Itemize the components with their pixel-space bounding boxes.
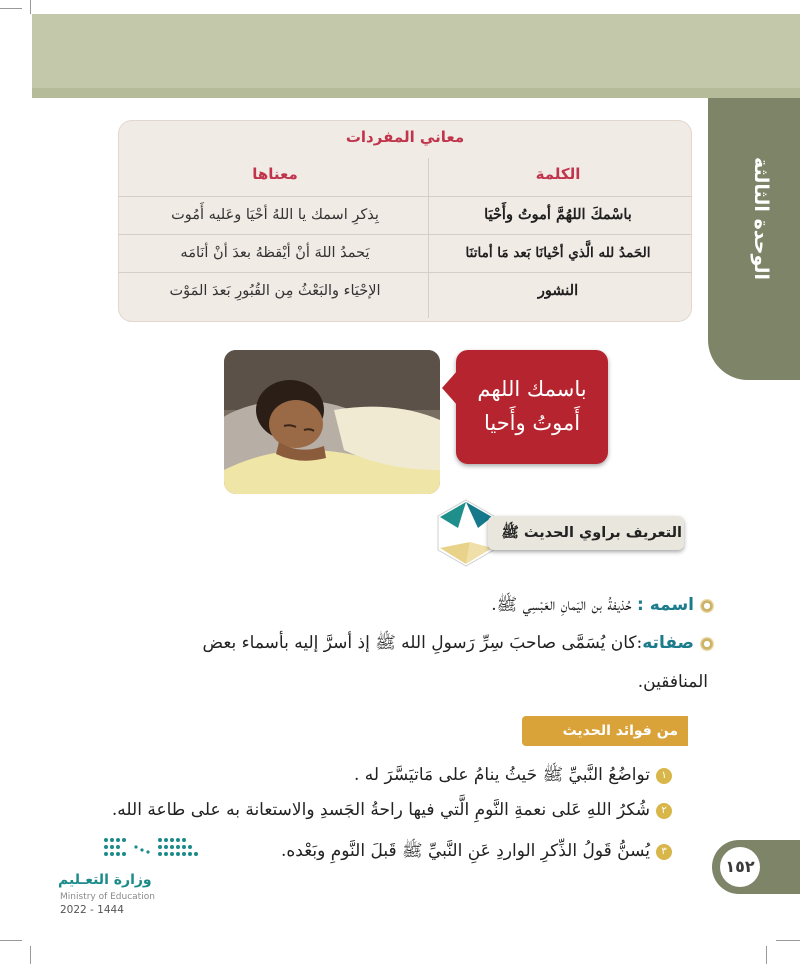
word-cell: النشور (537, 282, 579, 299)
top-decorative-band (32, 14, 800, 98)
hadith-callout (456, 350, 608, 464)
benefits-header-title: من فوائد الحديث (562, 723, 678, 739)
unit-side-tab (708, 98, 800, 380)
meaning-cell: بِذكرِ اسمك يا اللهُ أحْيَا وعَليه أَمُوت (171, 207, 379, 223)
narrator-header-title: التعريف براوي الحديث ﷺ (501, 525, 682, 541)
narrator-attributes-continuation: المنافقين. (637, 672, 708, 692)
ministry-logo (58, 834, 208, 914)
narrator-name-line (491, 594, 714, 619)
column-header-word: الكلمة (535, 165, 581, 183)
flower-bullet-icon (700, 599, 714, 613)
crop-mark (30, 946, 31, 964)
narrator-attributes-line (203, 632, 714, 657)
column-header-meaning: معناها (252, 165, 298, 183)
flower-bullet-icon (700, 637, 714, 651)
meaning-cell: الإحْيَاء والبَعْثُ مِن القُبُورِ بَعدَ المَوْت (169, 283, 381, 299)
meaning-cell: يَحمدُ اللهَ أنْ أيْقظهُ بعدَ أنْ أنَامَه (180, 245, 370, 261)
benefit-item (354, 764, 672, 789)
crop-mark (0, 940, 22, 941)
word-cell: الحَمدُ لله الَّذي أحْيانَا بَعد مَا أماتنَا (465, 245, 651, 261)
crop-mark (766, 946, 767, 964)
sleeping-child-photo (224, 350, 440, 494)
attributes-label: صفاته (642, 633, 694, 653)
narrator-section-header (434, 498, 688, 568)
crop-mark (0, 8, 22, 9)
word-cell: باسْمكَ اللهُمَّ أموتُ وأَحْيَا (484, 206, 632, 223)
table-row (118, 196, 692, 233)
page-number: ١٥٢ (720, 847, 760, 887)
attributes-text: :كان يُسَمَّى صاحبَ سِرِّ رَسولِ الله ﷺ إذ أسرَّ إليه بأسماء بعض (202, 633, 643, 653)
page-number-tab (712, 840, 800, 894)
number-badge: ٣ (656, 844, 672, 860)
benefit-item (112, 800, 672, 820)
name-text: حُذيفةُ بن اليَمانِ العَبْسِي ﷺ. (491, 595, 632, 615)
vocabulary-table (118, 120, 692, 322)
table-row (118, 234, 692, 271)
benefit-text: شُكرُ اللهِ عَلى نعمةِ النَّومِ الَّتي فيها راحةُ الجَسدِ والاستعانة به على طاعة الله. (111, 800, 650, 820)
benefits-section-header (522, 716, 688, 746)
ministry-name-arabic: وزارة التعـليم (58, 872, 152, 888)
benefit-text: يُسنُّ قَولُ الذِّكرِ الواردِ عَنِ النَّبيِّ ﷺ قَبلَ النَّومِ وبَعْده. (280, 841, 650, 861)
callout-line-1: باسمك اللهم (477, 377, 587, 401)
ministry-name-english: Ministry of Education (60, 892, 155, 902)
number-badge: ٢ (656, 803, 672, 819)
crop-mark (30, 0, 31, 14)
vocabulary-title: معاني المفردات (345, 128, 465, 146)
benefit-item (281, 840, 672, 865)
ministry-year: 2022 - 1444 (60, 904, 124, 916)
ministry-dots-icon (102, 834, 202, 860)
crop-mark (776, 940, 800, 941)
callout-line-2: أَموتُ وأَحيا (483, 411, 581, 435)
table-row (118, 272, 692, 309)
number-badge: ١ (656, 768, 672, 784)
benefit-text: تواضُعُ النَّبيِّ ﷺ حَيثُ ينامُ على مَاتيَسَّرَ له . (353, 765, 650, 785)
unit-tab-label: الوحدة الثالثة (750, 157, 772, 281)
name-label: اسمه : (637, 595, 694, 615)
